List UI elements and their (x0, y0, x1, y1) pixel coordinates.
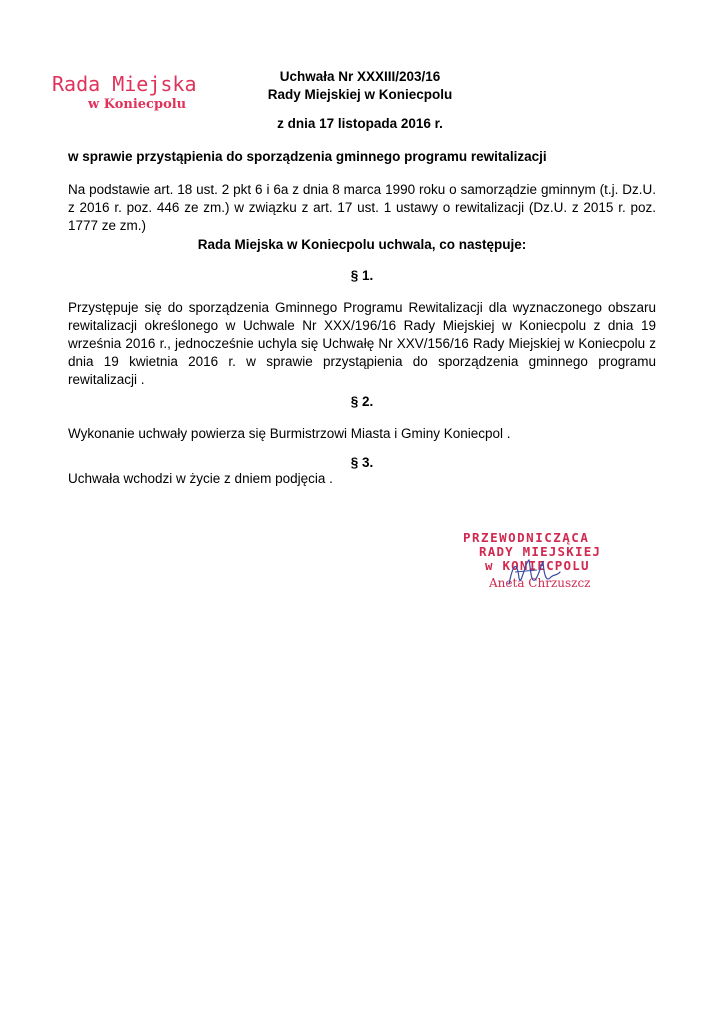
resolution-title (200, 68, 520, 104)
stamp-line-title: PRZEWODNICZĄCA (463, 530, 590, 545)
legal-basis-paragraph: Na podstawie art. 18 ust. 2 pkt 6 i 6a z dnia 8 marca 1990 roku o samorządzie gminnym (t.j. Dz.U. z 2016 r. poz. 446 ze zm.) w związku z art. 17 ust. 1 ustawy o rewitalizacji (Dz.U. z 2015 r. poz. 1777 ze zm.) (68, 182, 656, 233)
resolution-subject: w sprawie przystąpienia do sporządzenia gminnego programu rewitalizacji (68, 149, 547, 164)
handwritten-signature (503, 554, 563, 590)
stamp-line-council: RADY MIEJSKIEJ (479, 544, 602, 559)
section-1-text: Przystępuje się do sporządzenia Gminnego Programu Rewitalizacji dla wyznaczonego obszaru rewitalizacji określonego w Uchwale Nr XXX/196/16 Rady Miejskiej w Koniecpolu z dnia 19 września 2016 r., jednocześnie uchyla się Uchwałę Nr XXV/156/16 Rady Miejskiej w Koniecpolu z dnia 19 kwietnia 2016 r. w sprawie przystąpienia do sporządzenia gminnego programu rewitalizacji . (68, 300, 656, 387)
chairwoman-stamp (455, 530, 625, 600)
resolves-statement: Rada Miejska w Koniecpolu uchwala, co następuje: (197, 237, 527, 252)
section-3-heading: § 3. (350, 455, 374, 470)
resolution-date: z dnia 17 listopada 2016 r. (277, 116, 443, 131)
resolution-number: Uchwała Nr XXXIII/203/16 (279, 69, 441, 84)
logo-line-council: Rada Miejska (52, 72, 197, 96)
logo-line-town: w Koniecpolu (88, 97, 187, 112)
section-3-text: Uchwała wchodzi w życie z dniem podjęcia . (68, 471, 333, 486)
resolution-issuer: Rady Miejskiej w Koniecpolu (267, 87, 453, 102)
stamp-signatory-name: Aneta Chrzuszcz (489, 576, 591, 590)
section-2-text: Wykonanie uchwały powierza się Burmistrzowi Miasta i Gminy Koniecpol . (68, 426, 511, 441)
stamp-line-town: w KONIECPOLU (485, 558, 590, 573)
section-1-heading: § 1. (350, 268, 374, 283)
section-2-heading: § 2. (350, 394, 374, 409)
